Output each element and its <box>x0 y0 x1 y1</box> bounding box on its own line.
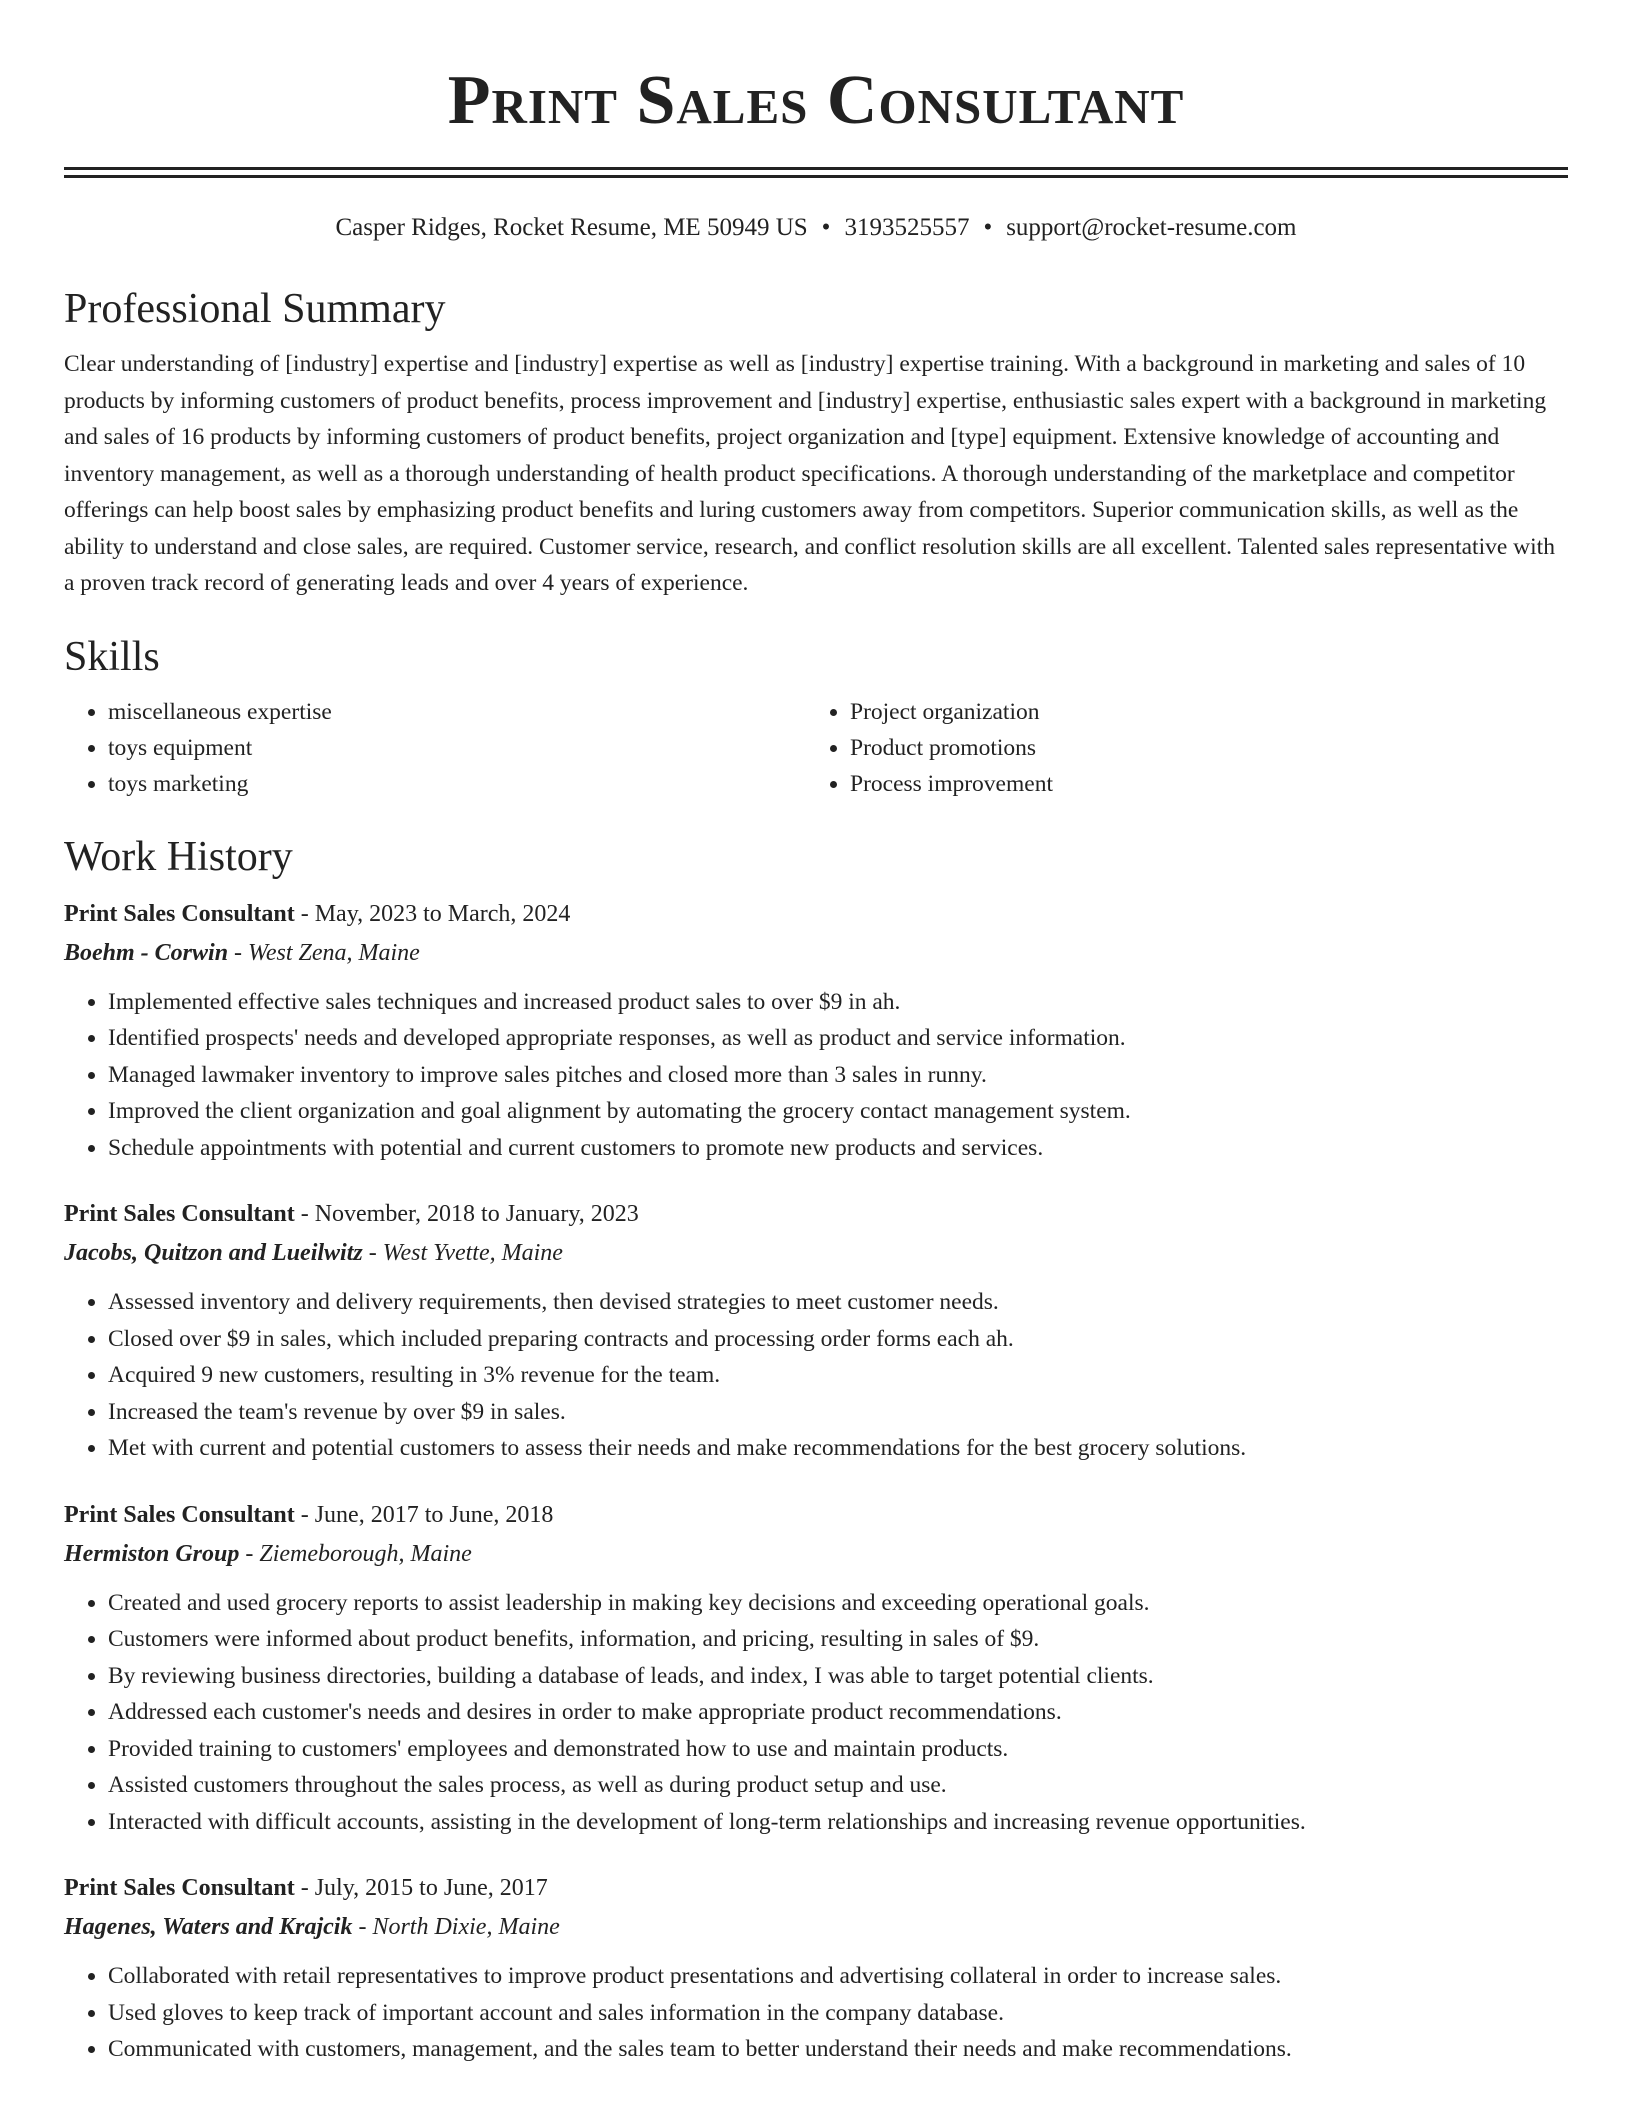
job-bullet: • Implemented effective sales techniques and increased product sales to over $9 in ah. <box>108 984 1568 1021</box>
job-bullet: • Provided training to customers' employees and demonstrated how to use and maintain products. <box>108 1731 1568 1768</box>
contact-address: Casper Ridges, Rocket Resume, ME 50949 US <box>335 214 808 241</box>
job-bullet: • Customers were informed about product benefits, information, and pricing, resulting in sales of $9. <box>108 1621 1568 1658</box>
job-bullet: • Identified prospects' needs and developed appropriate responses, as well as product and service information. <box>108 1020 1568 1057</box>
job-bullet: • Created and used grocery reports to assist leadership in making key decisions and exceeding operational goals. <box>108 1585 1568 1622</box>
job-bullet: • Acquired 9 new customers, resulting in 3% revenue for the team. <box>108 1357 1568 1394</box>
skills-column-right <box>806 694 1548 802</box>
job-bullet: • Met with current and potential customers to assess their needs and make recommendations for the best grocery solutions. <box>108 1430 1568 1467</box>
company-location: - North Dixie, Maine <box>352 1914 560 1940</box>
job-title-line <box>64 1868 1568 1908</box>
company-location: - West Zena, Maine <box>228 939 420 966</box>
job-bullet: • Used gloves to keep track of important account and sales information in the company database. <box>108 1995 1568 2032</box>
job-bullets <box>64 984 1568 1167</box>
job-entry <box>64 1194 1568 1467</box>
job-bullet: • Collaborated with retail representatives to improve product presentations and advertising collateral in order to increase sales. <box>108 1958 1568 1995</box>
job-bullet: • Improved the client organization and goal alignment by automating the grocery contact management system. <box>108 1093 1568 1130</box>
job-bullets <box>64 1585 1568 1841</box>
job-bullet: • Interacted with difficult accounts, assisting in the development of long-term relationships and increasing revenue opportunities. <box>108 1804 1568 1841</box>
company-name: Hermiston Group <box>64 1540 240 1567</box>
job-title: Print Sales Consultant <box>64 900 295 927</box>
summary-heading: Professional Summary <box>64 286 446 332</box>
company-line <box>64 1908 1568 1946</box>
company-line <box>64 1234 1568 1272</box>
job-dates: - July, 2015 to June, 2017 <box>294 1875 548 1901</box>
company-name: Boehm - Corwin <box>64 939 229 966</box>
company-name: Hagenes, Waters and Krajcik <box>64 1914 353 1940</box>
contact-separator: • <box>821 214 831 241</box>
skill-item: • toys marketing <box>108 766 806 802</box>
job-title-line <box>64 1495 1568 1535</box>
job-entry <box>64 894 1568 1167</box>
job-dates: - November, 2018 to January, 2023 <box>294 1201 639 1227</box>
company-line <box>64 1535 1568 1573</box>
contact-phone: 3193525557 <box>844 214 970 241</box>
job-bullets <box>64 1284 1568 1467</box>
resume-page <box>64 0 1568 2068</box>
job-bullet: • By reviewing business directories, building a database of leads, and index, I was able to target potential clients. <box>108 1658 1568 1695</box>
skill-item: • Process improvement <box>850 766 1548 802</box>
resume-title: Print Sales Consultant <box>447 62 1185 139</box>
skill-item: • Product promotions <box>850 730 1548 766</box>
summary-text: Clear understanding of [industry] expertise and [industry] expertise as well as [industry] expertise training. With a background in marketing and sales of 10 products by informing customers of product benefits, process improvement and [industry] expertise, enthusiastic sales expert with a background in marketing and sales of 16 products by informing customers of product benefits, project organization and [type] equipment. Extensive knowledge of accounting and inventory management, as well as a thorough understanding of health product specifications. A thorough understanding of the marketplace and competitor offerings can help boost sales by emphasizing product benefits and luring customers away from competitors. Superior communication skills, as well as the ability to understand and close sales, are required. Customer service, research, and conflict resolution skills are all excellent. Talented sales representative with a proven track record of generating leads and over 4 years of experience. <box>64 351 1555 596</box>
contact-separator: • <box>983 214 993 241</box>
title-double-rule <box>64 167 1568 178</box>
company-line <box>64 934 1568 972</box>
job-title: Print Sales Consultant <box>64 1875 295 1901</box>
job-title-line <box>64 894 1568 934</box>
contact-email: support@rocket-resume.com <box>1006 214 1297 241</box>
skill-item: • toys equipment <box>108 730 806 766</box>
skills-heading: Skills <box>64 633 160 680</box>
contact-line <box>64 212 1568 244</box>
job-bullet: • Managed lawmaker inventory to improve sales pitches and closed more than 3 sales in runny. <box>108 1057 1568 1094</box>
job-bullet: • Addressed each customer's needs and desires in order to make appropriate product recommendations. <box>108 1694 1568 1731</box>
skill-item: • miscellaneous expertise <box>108 694 806 730</box>
job-entry <box>64 1868 1568 2068</box>
company-name: Jacobs, Quitzon and Lueilwitz <box>64 1240 363 1266</box>
job-dates: - May, 2023 to March, 2024 <box>294 900 571 927</box>
company-location: - West Yvette, Maine <box>362 1240 563 1266</box>
job-title: Print Sales Consultant <box>64 1501 295 1528</box>
work-history-heading: Work History <box>64 833 293 880</box>
job-dates: - June, 2017 to June, 2018 <box>294 1501 554 1528</box>
skills-list <box>64 694 1568 802</box>
skill-item: • Project organization <box>850 694 1548 730</box>
job-bullet: • Assessed inventory and delivery requirements, then devised strategies to meet customer needs. <box>108 1284 1568 1321</box>
job-bullet: • Schedule appointments with potential and current customers to promote new products and services. <box>108 1130 1568 1167</box>
company-location: - Ziemeborough, Maine <box>239 1540 472 1567</box>
job-title-line <box>64 1194 1568 1234</box>
job-entry <box>64 1495 1568 1841</box>
job-bullet: • Assisted customers throughout the sales process, as well as during product setup and use. <box>108 1767 1568 1804</box>
skills-column-left <box>64 694 806 802</box>
job-title: Print Sales Consultant <box>64 1201 295 1227</box>
job-bullet: • Increased the team's revenue by over $9 in sales. <box>108 1394 1568 1431</box>
job-bullets <box>64 1958 1568 2068</box>
job-bullet: • Communicated with customers, management, and the sales team to better understand their needs and make recommendations. <box>108 2031 1568 2068</box>
job-bullet: • Closed over $9 in sales, which included preparing contracts and processing order forms each ah. <box>108 1321 1568 1358</box>
